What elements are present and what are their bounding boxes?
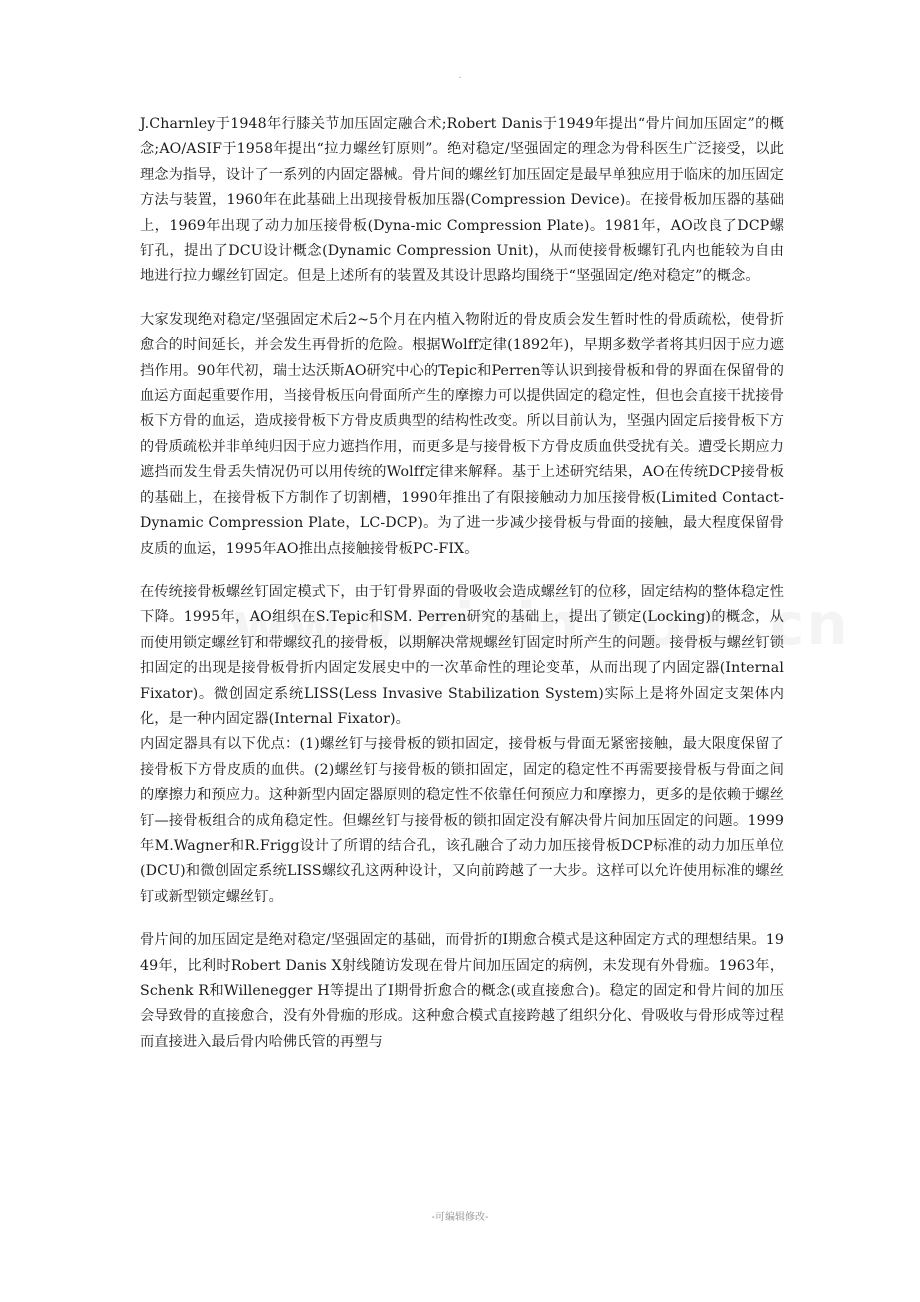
- paragraph-primary-bone-healing: 骨片间的加压固定是绝对稳定/坚强固定的基础，而骨折的Ⅰ期愈合模式是这种固定方式的理想结果。1949年，比利时Robert Danis X射线随访发现在骨片间加压固定的病例，未发现有外骨痂。1963年，Schenk R和Willenegger H等提出了Ⅰ期骨折愈合的概念(或直接愈合)。稳定的固定和骨片间的加压会导致骨的直接愈合，没有外骨痂的形成。这种愈合模式直接跨越了组织分化、骨吸收与骨形成等过程而直接进入最后骨内哈佛氏管的再塑与: [140, 932, 784, 1050]
- page-top-dot: .: [458, 70, 462, 81]
- paragraph-history-compression: J.Charnley于1948年行膝关节加压固定融合术;Robert Danis于1949年提出“骨片间加压固定”的概念;AO/ASIF于1958年提出“拉力螺丝钉原则”。绝对稳定/坚强固定的理念为骨科医生广泛接受，以此理念为指导，设计了一系列的内固定器械。骨片间的螺丝钉加压固定是最早单独应用于临床的加压固定方法与装置，1960年在此基础上出现接骨板加压器(Compression Device)。在接骨板加压器的基础上，1969年出现了动力加压接骨板(Dyna-mic Compression Plate)。1981年，AO改良了DCP螺钉孔，提出了DCU设计概念(Dynamic Compression Unit)，从而使接骨板螺钉孔内也能较为自由地进行拉力螺丝钉固定。但是上述所有的装置及其设计思路均围绕于“坚强固定/绝对稳定”的概念。: [140, 116, 784, 285]
- document-body: [140, 112, 784, 1055]
- page-footer: -可编辑修改-: [431, 1212, 489, 1223]
- paragraph-internal-fixator-advantages: 内固定器具有以下优点：(1)螺丝钉与接骨板的锁扣固定，接骨板与骨面无紧密接触，最大限度保留了接骨板下方骨皮质的血供。(2)螺丝钉与接骨板的锁扣固定，固定的稳定性不再需要接骨板与骨面之间的摩擦力和预应力。这种新型内固定器原则的稳定性不依靠任何预应力和摩擦力，更多的是依赖于螺丝钉—接骨板组合的成角稳定性。但螺丝钉与接骨板的锁扣固定没有解决骨片间加压固定的问题。1999年M.Wagner和R.Frigg设计了所谓的结合孔，该孔融合了动力加压接骨板DCP标准的动力加压单位(DCU)和微创固定系统LISS螺纹孔这两种设计，又向前跨越了一大步。这样可以允许使用标准的螺丝钉或新型锁定螺丝钉。: [140, 736, 784, 905]
- paragraph-locking-concept: 在传统接骨板螺丝钉固定模式下，由于钉骨界面的骨吸收会造成螺丝钉的位移，固定结构的整体稳定性下降。1995年，AO组织在S.Tepic和SM. Perren研究的基础上，提出了锁定(Locking)的概念，从而使用锁定螺丝钉和带螺纹孔的接骨板，以期解决常规螺丝钉固定时所产生的问题。接骨板与螺丝钉锁扣固定的出现是接骨板骨折内固定发展史中的一次革命性的理论变革，从而出现了内固定器(Internal Fixator)。微创固定系统LISS(Less Invasive Stabilization System)实际上是将外固定支架体内化，是一种内固定器(Internal Fixator)。: [140, 583, 784, 727]
- paragraph-osteoporosis-blood-supply: 大家发现绝对稳定/坚强固定术后2~5个月在内植入物附近的骨皮质会发生暂时性的骨质疏松，使骨折愈合的时间延长，并会发生再骨折的危险。根据Wolff定律(1892年)，早期多数学者将其归因于应力遮挡作用。90年代初，瑞士达沃斯AO研究中心的Tepic和Perren等认识到接骨板和骨的界面在保留骨的血运方面起重要作用，当接骨板压向骨面所产生的摩擦力可以提供固定的稳定性，但也会直接干扰接骨板下方骨的血运，造成接骨板下方骨皮质典型的结构性改变。所以目前认为，坚强内固定后接骨板下方的骨质疏松并非单纯归因于应力遮挡作用，而更多是与接骨板下方骨皮质血供受扰有关。遭受长期应力遮挡而发生骨丢失情况仍可以用传统的Wolff定律来解释。基于上述研究结果，AO在传统DCP接骨板的基础上，在接骨板下方制作了切割槽，1990年推出了有限接触动力加压接骨板(Limited Contact-Dynamic Compression Plate，LC-DCP)。为了进一步减少接骨板与骨面的接触，最大程度保留骨皮质的血运，1995年AO推出点接触接骨板PC-FIX。: [140, 311, 784, 557]
